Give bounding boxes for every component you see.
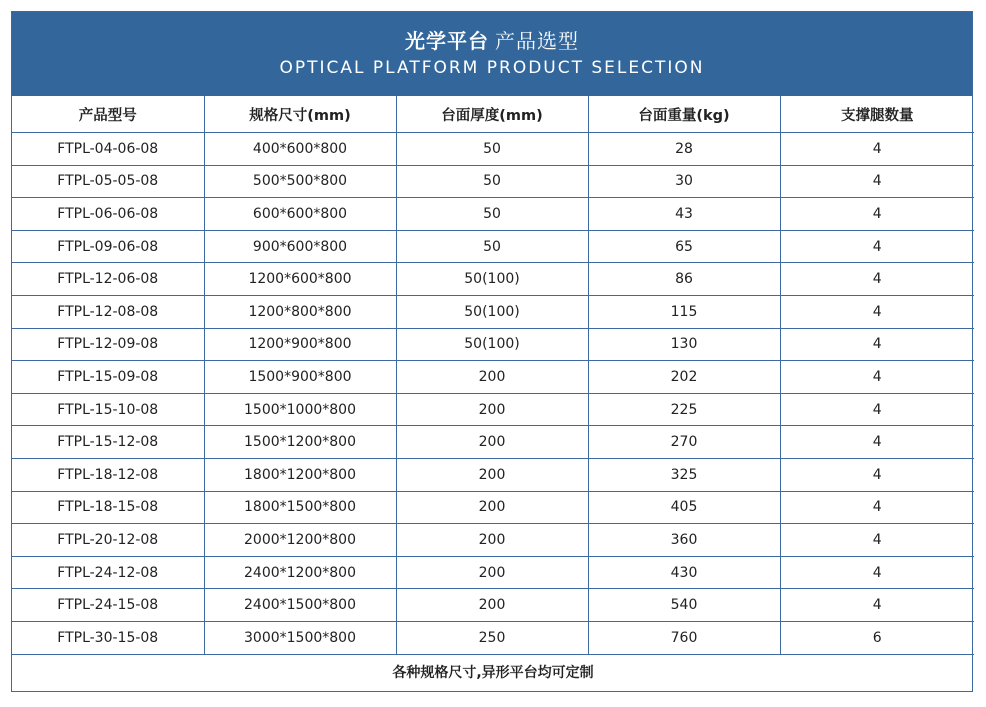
customization-note: 各种规格尺寸,异形平台均可定制 — [12, 654, 974, 689]
cell-size: 1200*900*800 — [204, 328, 396, 361]
cell-thickness: 200 — [396, 361, 588, 394]
cell-thickness: 200 — [396, 426, 588, 459]
cell-legs: 4 — [780, 393, 974, 426]
cell-size: 400*600*800 — [204, 133, 396, 166]
cell-size: 2400*1500*800 — [204, 589, 396, 622]
title-banner — [12, 12, 972, 96]
cell-model: FTPL-12-09-08 — [12, 328, 204, 361]
cell-model: FTPL-15-09-08 — [12, 361, 204, 394]
table-row — [12, 458, 974, 491]
cell-model: FTPL-05-05-08 — [12, 165, 204, 198]
cell-legs: 4 — [780, 361, 974, 394]
product-selection-sheet — [11, 11, 973, 692]
cell-model: FTPL-18-12-08 — [12, 458, 204, 491]
table-row — [12, 263, 974, 296]
cell-legs: 4 — [780, 556, 974, 589]
cell-size: 600*600*800 — [204, 198, 396, 231]
table-row — [12, 361, 974, 394]
table-row — [12, 133, 974, 166]
cell-model: FTPL-30-15-08 — [12, 621, 204, 654]
cell-model: FTPL-06-06-08 — [12, 198, 204, 231]
cell-weight: 405 — [588, 491, 780, 524]
cell-thickness: 50(100) — [396, 263, 588, 296]
cell-thickness: 250 — [396, 621, 588, 654]
cell-legs: 4 — [780, 263, 974, 296]
table-row — [12, 328, 974, 361]
cell-legs: 4 — [780, 295, 974, 328]
cell-thickness: 50(100) — [396, 328, 588, 361]
cell-model: FTPL-04-06-08 — [12, 133, 204, 166]
table-row — [12, 165, 974, 198]
cell-weight: 225 — [588, 393, 780, 426]
cell-weight: 28 — [588, 133, 780, 166]
table-row — [12, 198, 974, 231]
cell-size: 2000*1200*800 — [204, 524, 396, 557]
table-row — [12, 491, 974, 524]
cell-legs: 4 — [780, 328, 974, 361]
column-header-model: 产品型号 — [12, 96, 204, 133]
cell-weight: 270 — [588, 426, 780, 459]
cell-thickness: 50 — [396, 165, 588, 198]
cell-legs: 4 — [780, 524, 974, 557]
cell-legs: 4 — [780, 589, 974, 622]
table-body — [12, 133, 974, 655]
cell-weight: 360 — [588, 524, 780, 557]
cell-model: FTPL-18-15-08 — [12, 491, 204, 524]
cell-model: FTPL-15-12-08 — [12, 426, 204, 459]
cell-size: 1500*1200*800 — [204, 426, 396, 459]
cell-size: 1800*1500*800 — [204, 491, 396, 524]
table-row — [12, 295, 974, 328]
cell-legs: 4 — [780, 165, 974, 198]
cell-thickness: 200 — [396, 524, 588, 557]
table-row — [12, 426, 974, 459]
cell-size: 3000*1500*800 — [204, 621, 396, 654]
cell-legs: 4 — [780, 230, 974, 263]
cell-thickness: 200 — [396, 458, 588, 491]
cell-size: 2400*1200*800 — [204, 556, 396, 589]
product-table — [12, 96, 974, 689]
cell-weight: 325 — [588, 458, 780, 491]
cell-weight: 115 — [588, 295, 780, 328]
column-header-size: 规格尺寸(mm) — [204, 96, 396, 133]
cell-thickness: 200 — [396, 589, 588, 622]
table-row — [12, 621, 974, 654]
cell-thickness: 200 — [396, 491, 588, 524]
cell-legs: 4 — [780, 198, 974, 231]
title-bold: 光学平台 — [405, 29, 489, 53]
cell-weight: 760 — [588, 621, 780, 654]
cell-legs: 4 — [780, 426, 974, 459]
cell-model: FTPL-09-06-08 — [12, 230, 204, 263]
cell-legs: 4 — [780, 133, 974, 166]
page-subtitle: OPTICAL PLATFORM PRODUCT SELECTION — [279, 58, 705, 78]
table-row — [12, 524, 974, 557]
cell-model: FTPL-15-10-08 — [12, 393, 204, 426]
table-row — [12, 556, 974, 589]
cell-size: 900*600*800 — [204, 230, 396, 263]
cell-size: 1200*800*800 — [204, 295, 396, 328]
cell-weight: 202 — [588, 361, 780, 394]
cell-legs: 4 — [780, 458, 974, 491]
table-row — [12, 230, 974, 263]
cell-model: FTPL-12-08-08 — [12, 295, 204, 328]
cell-weight: 540 — [588, 589, 780, 622]
cell-thickness: 50 — [396, 198, 588, 231]
cell-model: FTPL-24-12-08 — [12, 556, 204, 589]
cell-thickness: 50 — [396, 133, 588, 166]
page-title — [405, 28, 579, 54]
table-header-row — [12, 96, 974, 133]
cell-size: 1500*1000*800 — [204, 393, 396, 426]
cell-thickness: 50(100) — [396, 295, 588, 328]
cell-weight: 130 — [588, 328, 780, 361]
column-header-weight: 台面重量(kg) — [588, 96, 780, 133]
cell-size: 1500*900*800 — [204, 361, 396, 394]
cell-weight: 65 — [588, 230, 780, 263]
cell-weight: 86 — [588, 263, 780, 296]
column-header-legs: 支撑腿数量 — [780, 96, 974, 133]
cell-thickness: 200 — [396, 556, 588, 589]
cell-legs: 6 — [780, 621, 974, 654]
cell-thickness: 200 — [396, 393, 588, 426]
cell-model: FTPL-12-06-08 — [12, 263, 204, 296]
table-footer-row — [12, 654, 974, 689]
cell-size: 1800*1200*800 — [204, 458, 396, 491]
table-row — [12, 393, 974, 426]
cell-thickness: 50 — [396, 230, 588, 263]
title-light: 产品选型 — [495, 29, 579, 53]
cell-model: FTPL-20-12-08 — [12, 524, 204, 557]
cell-size: 500*500*800 — [204, 165, 396, 198]
cell-model: FTPL-24-15-08 — [12, 589, 204, 622]
column-header-thickness: 台面厚度(mm) — [396, 96, 588, 133]
cell-legs: 4 — [780, 491, 974, 524]
cell-weight: 43 — [588, 198, 780, 231]
cell-weight: 30 — [588, 165, 780, 198]
cell-size: 1200*600*800 — [204, 263, 396, 296]
cell-weight: 430 — [588, 556, 780, 589]
table-row — [12, 589, 974, 622]
